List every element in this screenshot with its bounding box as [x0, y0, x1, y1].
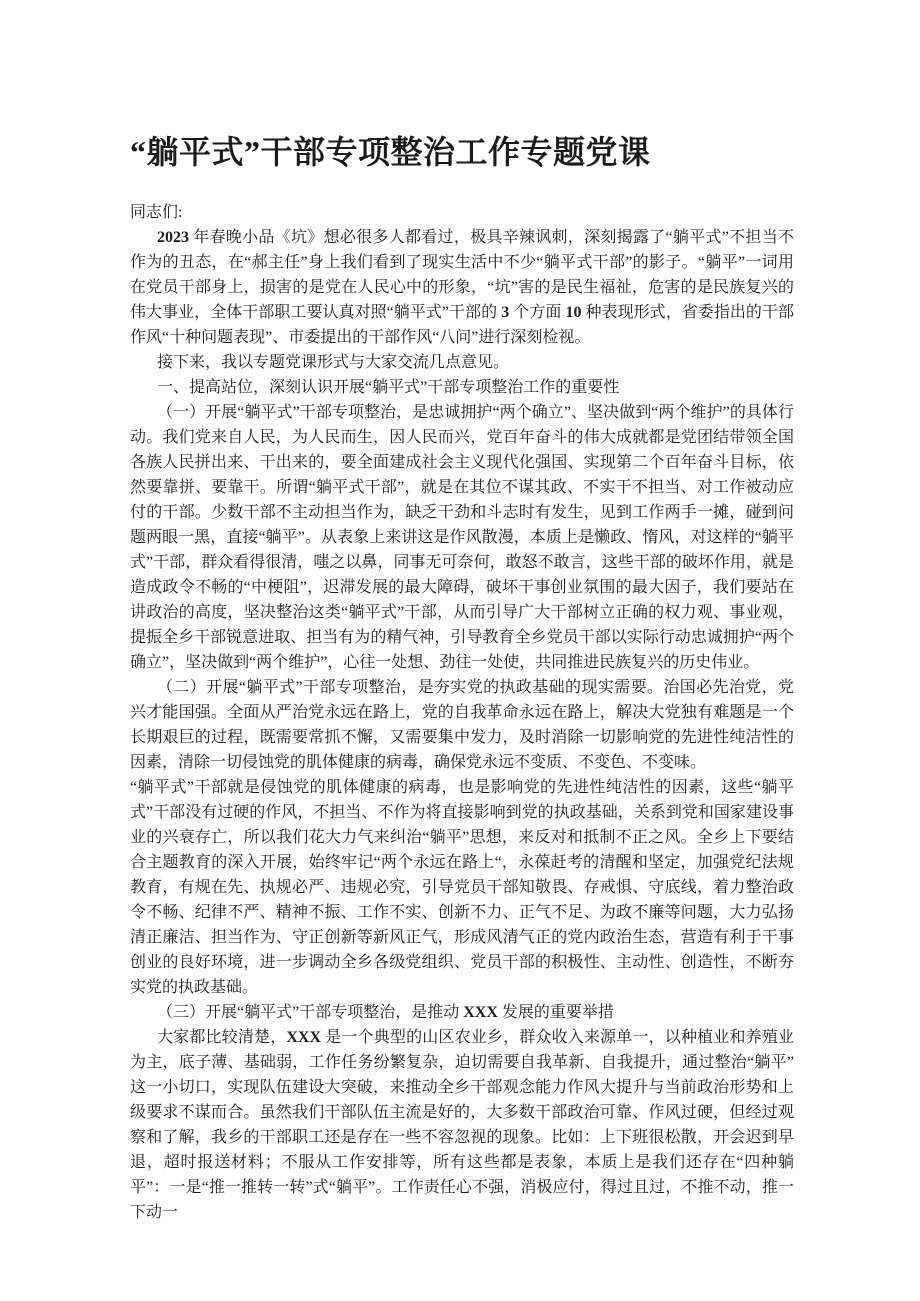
bold-text-run: 3: [501, 304, 510, 321]
salutation: [130, 200, 794, 225]
paragraph-point-2: [130, 675, 794, 775]
text-run: 发展的重要举措: [497, 1004, 614, 1021]
bold-text-run: 2023: [157, 229, 189, 246]
paragraph-intro: [130, 225, 794, 350]
text-run: 个方面: [509, 304, 566, 321]
document-body: [130, 200, 794, 1225]
paragraph-point-3: [130, 1025, 794, 1225]
text-run: “躺平式”干部就是侵蚀党的肌体健康的病毒，也是影响党的先进性纯洁性的因素，这些“躺平式”干部没有过硬的作风，不担当、不作为将直接影响到党的执政基础，关系到党和国家建设事业的兴衰存亡，所以我们花大力气来纠治“躺平”思想，来反对和抵制不正之风。全乡上下要结合主题教育的深入开展，始终牢记“两个永远在路上“，永葆赶考的清醒和坚定，加强党纪法规教育，有规在先、执规必严、违规必究，引导党员干部知敬畏、存戒惧、守底线，着力整治政令不畅、纪律不严、精神不振、工作不实、创新不力、正气不足、为政不廉等问题，大力弘扬清正廉洁、担当作为、守正创新等新风正气，形成风清气正的党内政治生态，营造有利于干事创业的良好环境，进一步调动全乡各级党组织、党员干部的积极性、主动性、创造性，不断夯实党的执政基础。: [130, 779, 794, 996]
paragraph-point-2-continued: [130, 775, 794, 1000]
paragraph-point-1: [130, 400, 794, 675]
bold-text-run: XXX: [286, 1029, 322, 1046]
text-run: 一、提高站位，深刻认识开展“躺平式”干部专项整治工作的重要性: [157, 379, 620, 396]
heading-section-1: [130, 375, 794, 400]
bold-text-run: XXX: [463, 1004, 498, 1021]
text-run: 是一个典型的山区农业乡，群众收入来源单一，以种植业和养殖业为主，底子薄、基础弱，工作任务纷繁复杂，迫切需要自我革新、自我提升，通过整治“躺平”这一小切口，实现队伍建设大突破，来推动全乡干部观念能力作风大提升与当前政治形势和上级要求不谋而合。虽然我们干部队伍主流是好的，大多数干部政治可靠、作风过硬，但经过观察和了解，我乡的干部职工还是存在一些不容忽视的现象。比如：上下班很松散，开会迟到早退，超时报送材料；不服从工作安排等，所有这些都是表象，本质上是我们还存在“四种躺平”：一是“推一推转一转”式“躺平”。工作责任心不强，消极应付，得过且过，不推不动，推一下动一: [130, 1029, 794, 1221]
heading-point-3: [130, 1000, 794, 1025]
text-run: （一）开展“躺平式”干部专项整治，是忠诚拥护“两个确立”、坚决做到“两个维护”的具体行动。我们党来自人民，为人民而生，因人民而兴，党百年奋斗的伟大成就都是党团结带领全国各族人民拼出来、干出来的，要全面建成社会主义现代化强国、实现第二个百年奋斗目标，依然要靠拼、要靠干。所谓“躺平式干部”，就是在其位不谋其政、不实干不担当、对工作被动应付的干部。少数干部不主动担当作为，缺乏干劲和斗志时有发生，见到工作两手一摊，碰到问题两眼一黑，直接“躺平”。从表象上来讲这是作风散漫，本质上是懒政、惰风，对这样的“躺平式”干部，群众看得很清，嗤之以鼻，同事无可奈何，敢怒不敢言，这些干部的破坏作用，就是造成政令不畅的“中梗阻”，迟滞发展的最大障碍，破坏干事创业氛围的最大因子，我们要站在讲政治的高度，坚决整治这类“躺平式”干部，从而引导广大干部树立正确的权力观、事业观，提振全乡干部锐意进取、担当有为的精气神，引导教育全乡党员干部以实际行动忠诚拥护“两个确立”，坚决做到“两个维护”，心往一处想、劲往一处使，共同推进民族复兴的历史伟业。: [130, 404, 794, 671]
text-run: 年春晚小品《坑》想必很多人都看过，极具辛辣讽刺，深刻揭露了“躺平式”不担当不作为的丑态，在“郝主任”身上我们看到了现实生活中不少“躺平式干部”的影子。“躺平”一词用在党员干部身上，损害的是党在人民心中的形象，“坑”害的是民生福祉，危害的是民族复兴的伟大事业，全体干部职工要认真对照“躺平式”干部的: [130, 229, 794, 321]
bold-text-run: 10: [565, 304, 582, 321]
paragraph-transition: [130, 350, 794, 375]
text-run: （二）开展“躺平式”干部专项整治，是夯实党的执政基础的现实需要。治国必先治党，党兴才能国强。全面从严治党永远在路上，党的自我革命永远在路上，解决大党独有难题是一个长期艰巨的过程，既需要常抓不懈，又需要集中发力，及时消除一切影响党的先进性纯洁性的因素，清除一切侵蚀党的肌体健康的病毒，确保党永远不变质、不变色、不变味。: [130, 679, 794, 771]
text-run: 大家都比较清楚，: [157, 1029, 287, 1046]
document-title: “躺平式”干部专项整治工作专题党课: [130, 134, 651, 170]
text-run: （三）开展“躺平式”干部专项整治，是推动: [157, 1004, 464, 1021]
text-run: 种表现形式，省委指出的干部作风“十种问题表现”、市委提出的干部作风“八问”进行深刻检视。: [130, 304, 794, 346]
text-run: 接下来，我以专题党课形式与大家交流几点意见。: [157, 354, 510, 371]
text-run: 同志们:: [130, 204, 183, 221]
